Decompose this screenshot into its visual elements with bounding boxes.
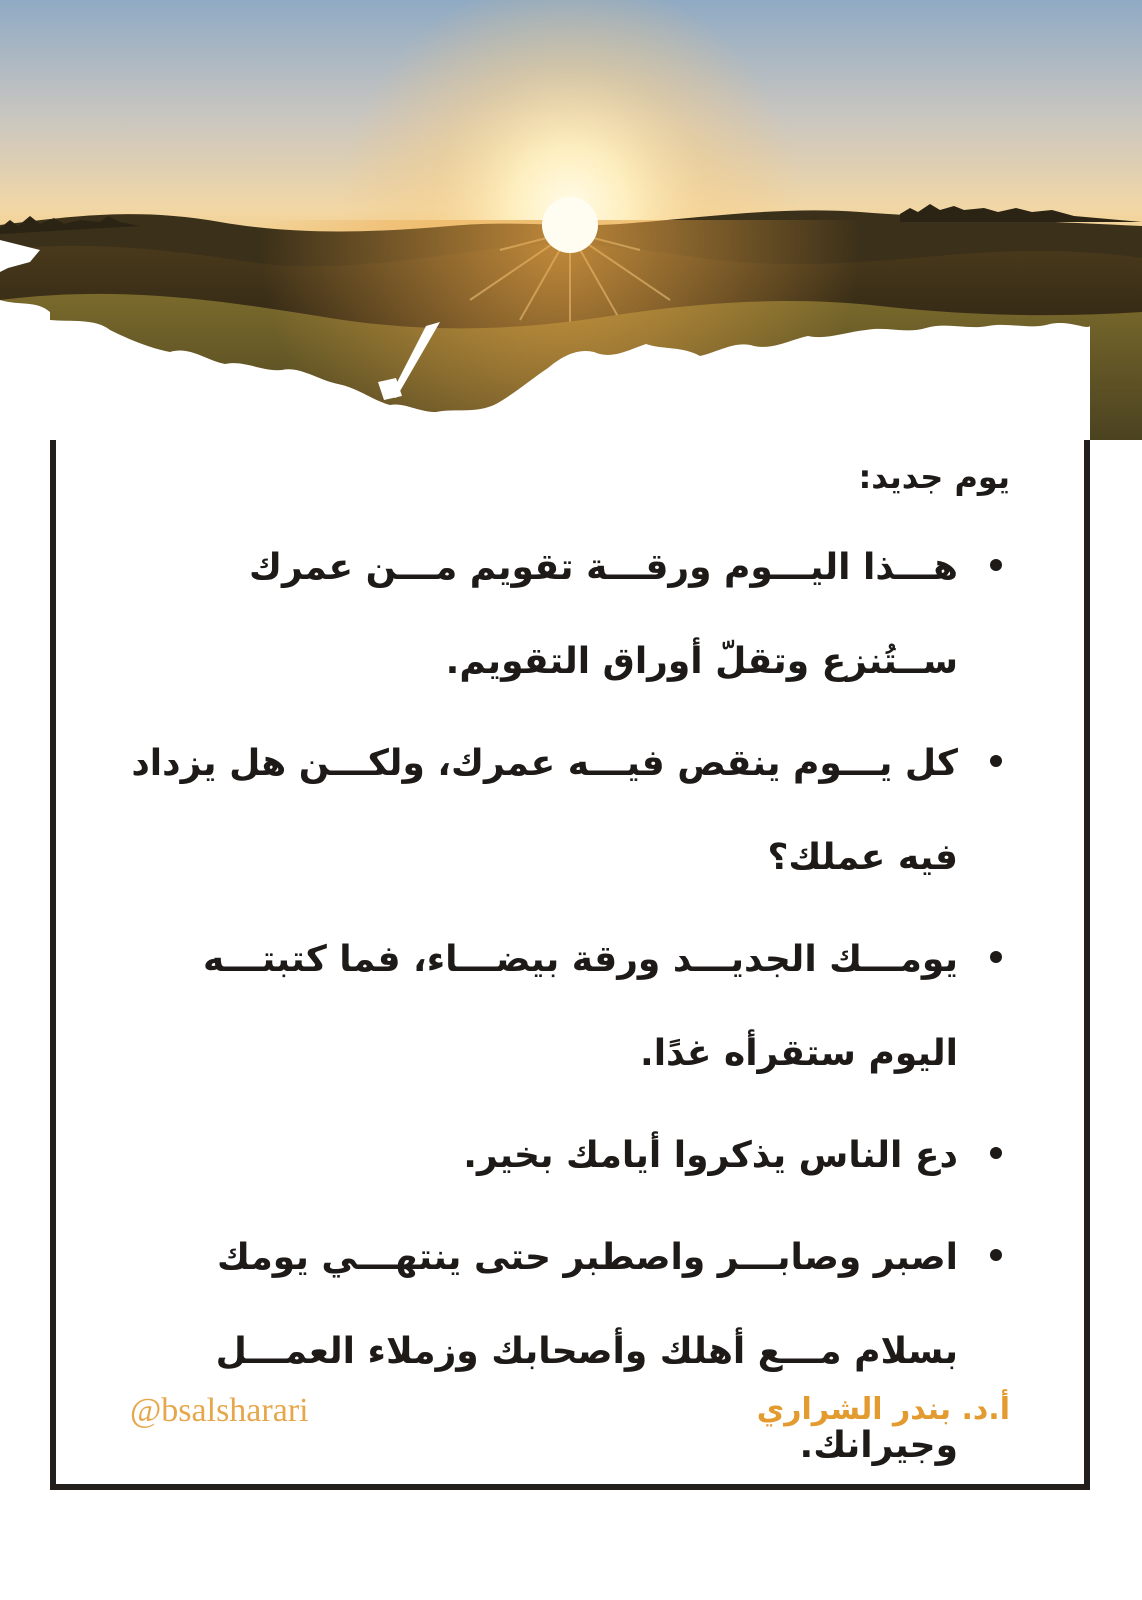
post-footer: [130, 1392, 1010, 1442]
bullet-dot-icon: [990, 1147, 1002, 1159]
bullet-item: [130, 717, 1010, 905]
bullet-list: [130, 521, 1010, 1493]
post-content: [130, 455, 1010, 1501]
bullet-dot-icon: [990, 951, 1002, 963]
author-name: أ.د. بندر الشراري: [756, 1392, 1010, 1427]
bullet-item: [130, 913, 1010, 1101]
bullet-text: يومـــك الجديـــد ورقة بيضـــاء، فما كتبتـــه اليوم ستقرأه غدًا.: [203, 939, 958, 1074]
bullet-text: اصبر وصابـــر واصطبر حتى ينتهـــي يومك بسلام مـــع أهلك وأصحابك وزملاء العمـــل وجيرانك.: [215, 1237, 958, 1466]
social-handle[interactable]: @bsalsharari: [130, 1392, 309, 1429]
bullet-text: هـــذا اليـــوم ورقـــة تقويم مـــن عمرك ســتُنزع وتقلّ أوراق التقويم.: [249, 547, 958, 682]
bullet-dot-icon: [990, 1249, 1002, 1261]
sunset-landscape-image: [0, 0, 1142, 440]
bullet-text: دع الناس يذكروا أيامك بخير.: [463, 1135, 958, 1176]
bullet-item: [130, 1211, 1010, 1493]
bullet-item: [130, 1109, 1010, 1203]
post-heading: يوم جديد:: [858, 458, 1010, 496]
bullet-text: كل يـــوم ينقص فيـــه عمرك، ولكـــن هل يزداد فيه عملك؟: [131, 743, 958, 878]
bullet-dot-icon: [990, 755, 1002, 767]
bullet-dot-icon: [990, 559, 1002, 571]
sunset-landscape-svg: [0, 0, 1142, 440]
bullet-item: [130, 521, 1010, 709]
